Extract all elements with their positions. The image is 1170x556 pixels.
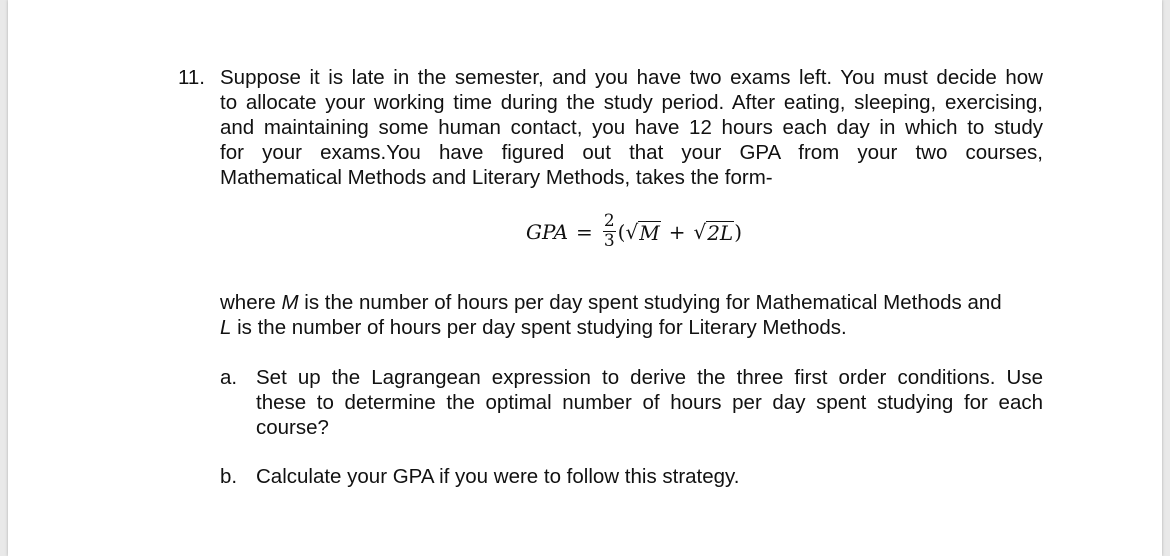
fraction-denominator: 3 xyxy=(603,231,615,251)
variable-m: M xyxy=(281,291,299,314)
question-line: Suppose it is late in the semester, and you have two exams left. You must decide how xyxy=(220,66,1043,89)
subquestion-line: Set up the Lagrangean expression to derive the three first order conditions. Use xyxy=(256,366,1043,389)
sqrt-symbol: √ xyxy=(625,219,639,244)
definition-line-1 xyxy=(220,290,1043,315)
question-line: Mathematical Methods and Literary Methods, takes the form- xyxy=(220,166,773,189)
document-page xyxy=(8,0,1162,556)
plus-sign: + xyxy=(668,219,686,244)
radicand-m: M xyxy=(639,220,660,245)
subquestion-label: b. xyxy=(220,465,238,488)
radicand-2l: 2L xyxy=(707,220,734,245)
variable-l: L xyxy=(220,316,232,339)
question-line: for your exams.You have figured out that your GPA from your two courses, xyxy=(220,141,1043,164)
close-paren: ) xyxy=(734,219,743,244)
equation-equals: = xyxy=(576,219,593,244)
subquestion-text xyxy=(256,464,1043,489)
question-line: to allocate your working time during the study period. After eating, sleeping, exercising, xyxy=(220,91,1043,114)
subquestion-label: a. xyxy=(220,366,238,389)
question-11 xyxy=(178,65,1043,190)
subquestion-b xyxy=(220,464,1043,489)
subquestion-line: these to determine the optimal number of hours per day spent studying for each xyxy=(256,391,1043,414)
sqrt-2l xyxy=(693,220,734,244)
gpa-equation xyxy=(526,212,742,251)
subquestion-line: course? xyxy=(256,416,329,439)
question-line: and maintaining some human contact, you have 12 hours each day in which to study xyxy=(220,116,1043,139)
definition-text: is the number of hours per day spent studying for Literary Methods. xyxy=(231,316,847,339)
subquestion-line: Calculate your GPA if you were to follow this strategy. xyxy=(256,465,740,488)
sqrt-symbol: √ xyxy=(693,219,707,244)
variable-definition xyxy=(220,290,1043,340)
definition-line-2 xyxy=(220,315,1043,340)
fraction xyxy=(603,212,616,251)
definition-text: where xyxy=(220,291,282,314)
question-text xyxy=(220,65,1043,190)
open-paren: ( xyxy=(617,219,626,244)
subquestion-a xyxy=(220,365,1043,440)
fraction-numerator: 2 xyxy=(603,211,615,231)
equation-lhs: GPA xyxy=(526,219,569,244)
sqrt-m xyxy=(625,220,660,244)
definition-text: is the number of hours per day spent studying for Mathematical Methods and xyxy=(298,291,1002,314)
subquestion-text xyxy=(256,365,1043,440)
question-number: 11. xyxy=(178,66,205,89)
